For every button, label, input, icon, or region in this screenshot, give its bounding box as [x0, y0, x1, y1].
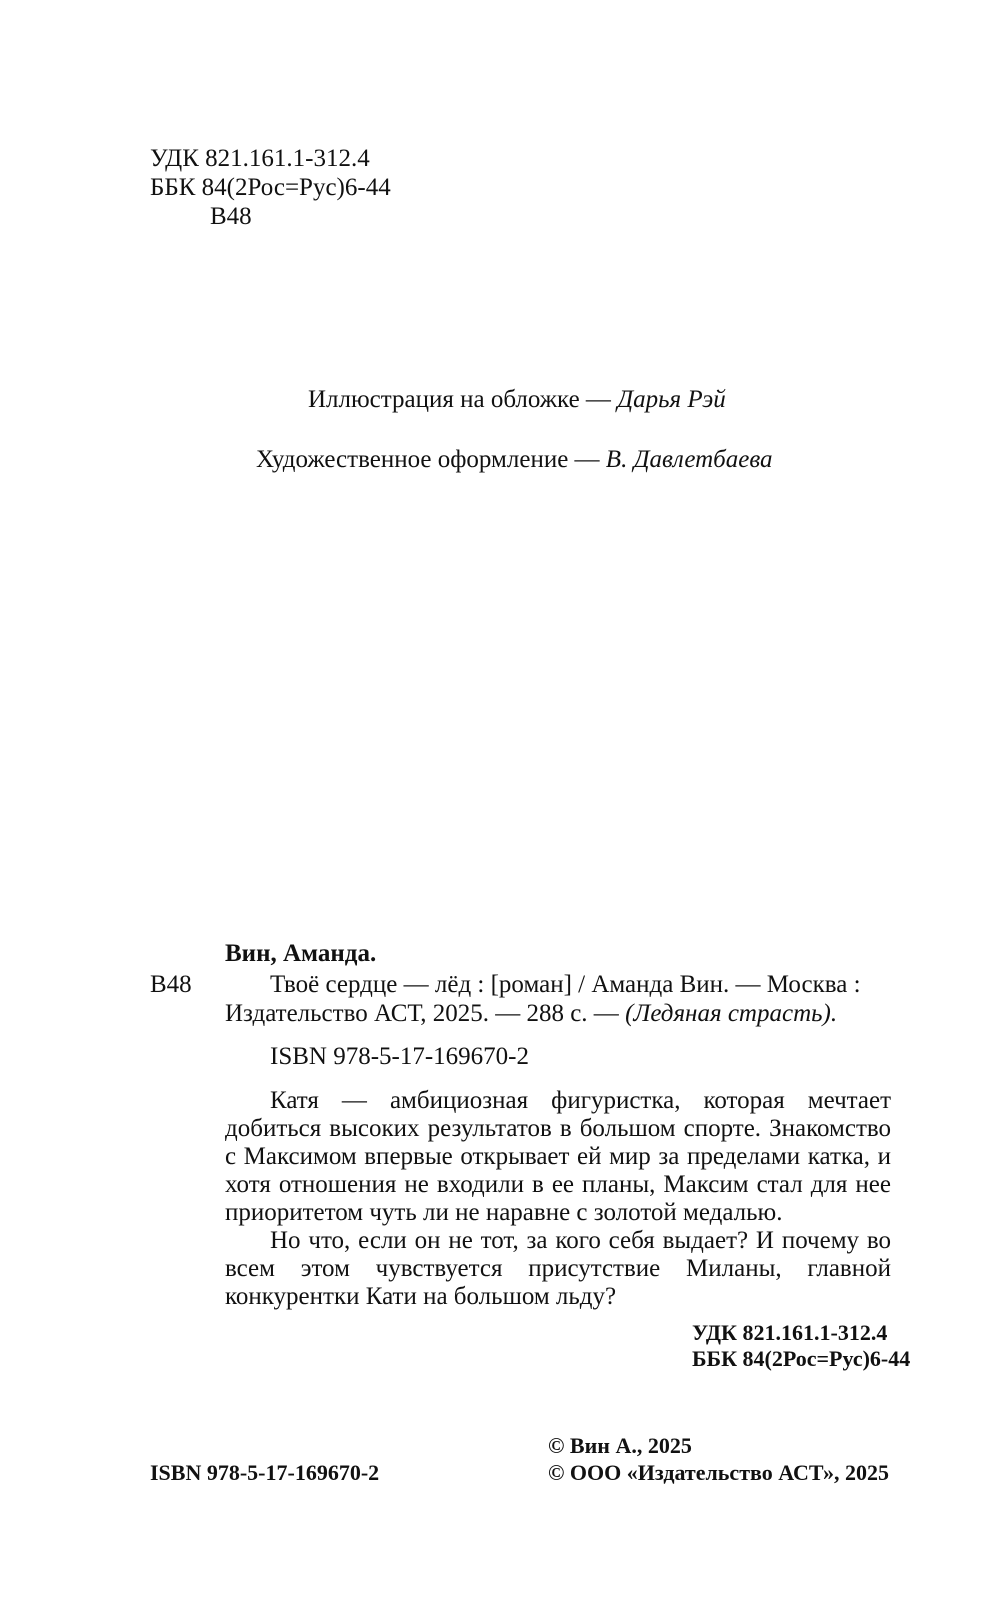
design-name: В. Давлетбаева	[605, 446, 773, 473]
footer-isbn: ISBN 978-5-17-169670-2	[150, 1460, 380, 1485]
bbk-code-bottom: ББК 84(2Рос=Рус)6-44	[692, 1346, 911, 1371]
catalog-isbn: ISBN 978-5-17-169670-2	[270, 1043, 530, 1070]
bibliographic-line-2	[225, 1001, 837, 1026]
bibliographic-line-1: Твоё сердце — лёд : [роман] / Аманда Вин. — Москва :	[270, 971, 861, 998]
copyright-publisher: © ООО «Издательство АСТ», 2025	[548, 1460, 890, 1485]
bbk-code-top: ББК 84(2Рос=Рус)6-44	[150, 174, 391, 201]
illustration-credit	[308, 387, 726, 412]
udk-code-top: УДК 821.161.1-312.4	[150, 145, 370, 172]
copyright-author: © Вин А., 2025	[548, 1433, 692, 1458]
illustration-label: Иллюстрация на обложке —	[308, 386, 618, 413]
udk-code-bottom: УДК 821.161.1-312.4	[692, 1320, 888, 1345]
annotation-paragraph-2: Но что, если он не тот, за кого себя выдает? И почему во всем этом чувствуется присутствие Миланы, главной конкурентки Кати на большом льду?	[225, 1227, 891, 1310]
series-title: (Ледяная страсть).	[625, 1000, 838, 1027]
annotation-paragraph-1: Катя — амбициозная фигуристка, которая мечтает добиться высоких результатов в большом спорте. Знакомство с Максимом впервые открывает ей мир за пределами катка, и хотя отношения не входили в ее планы, Максим стал для нее приоритетом чуть ли не наравне с золотой медалью.	[225, 1087, 891, 1226]
author-mark: В48	[150, 971, 192, 998]
design-label: Художественное оформление —	[256, 446, 606, 473]
illustration-name: Дарья Рэй	[617, 386, 726, 413]
publisher-info: Издательство АСТ, 2025. — 288 с. —	[225, 1000, 626, 1027]
annotation	[225, 1087, 891, 1311]
author-mark-top: В48	[210, 203, 252, 230]
author-heading: Вин, Аманда.	[225, 940, 377, 967]
design-credit	[256, 447, 773, 472]
